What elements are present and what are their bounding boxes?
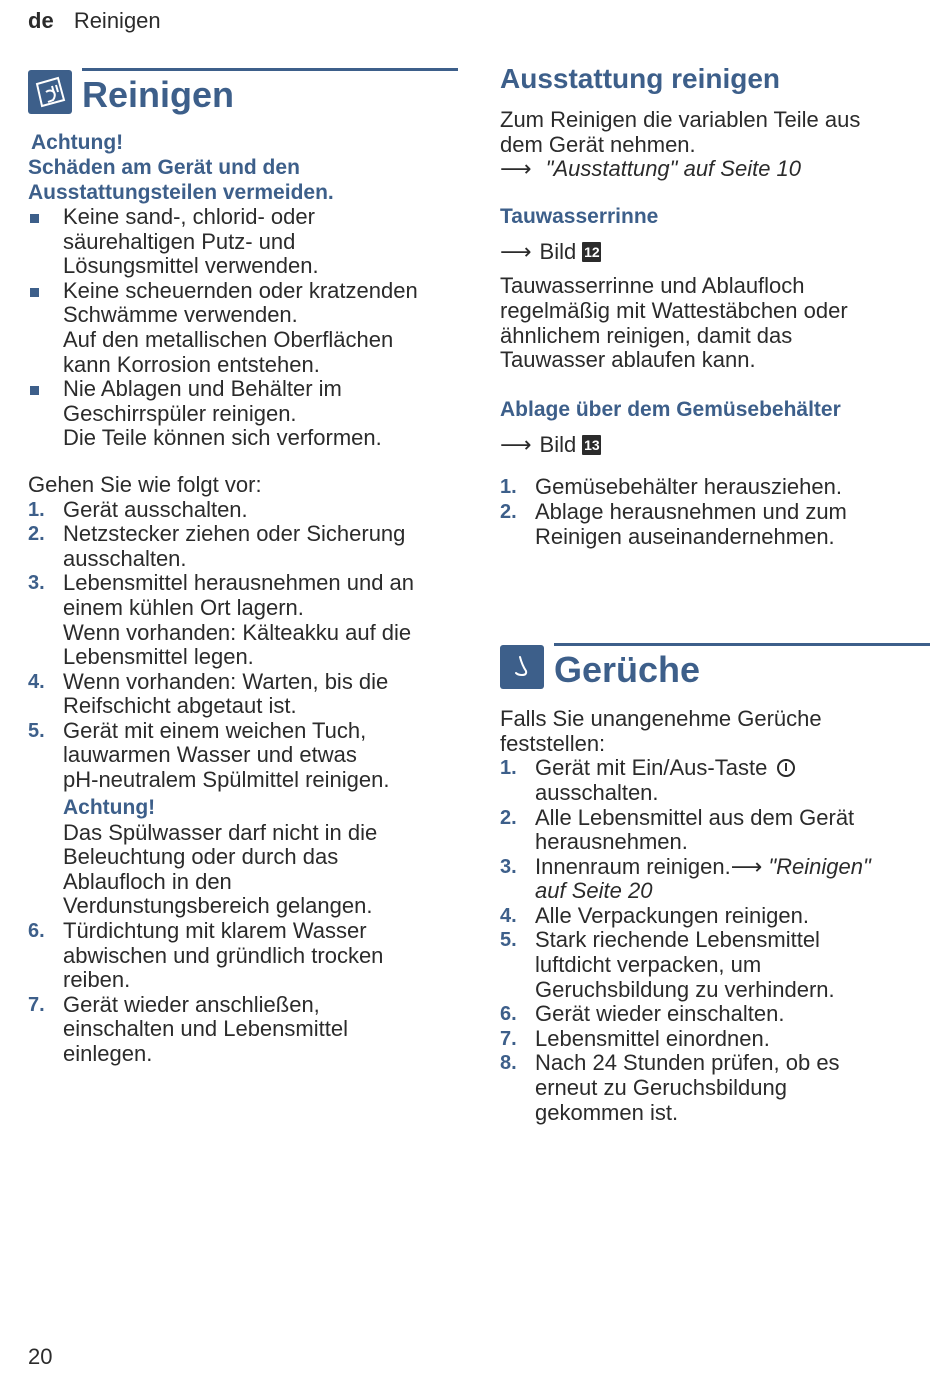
shelf-steps [500, 475, 930, 549]
warning-bullets [28, 205, 458, 451]
drain-figure-reference: ⟶ Bild 12 [500, 238, 600, 264]
arrow-icon: ⟶ [500, 431, 532, 457]
cross-reference-link[interactable]: "Reinigen" [768, 853, 871, 879]
step-warning-title: Achtung! [63, 795, 156, 819]
odor-intro: Falls Sie unangenehme Gerüche feststellen: [500, 706, 822, 756]
drain-text: Tauwasserrinne und Ablaufloch regelmäßig mit Wattestäbchen oder ähnlichem reinigen, damit das Tauwasser ablaufen kann. [500, 273, 848, 373]
step-item: 5. Stark riechende Lebensmittel luftdicht verpacken, um Geruchsbildung zu verhindern. [500, 927, 835, 1002]
step-item: 6. Türdichtung mit klarem Wasser abwischen und gründlich trocken reiben. [28, 918, 384, 993]
cross-reference-link[interactable]: auf Seite 20 [535, 878, 653, 904]
step-item: 3. Lebensmittel herausnehmen und an einem kühlen Ort lagern. Wenn vorhanden: Kälteakku auf die Lebensmittel legen. [28, 570, 415, 670]
warning-text: Schäden am Gerät und den Ausstattungsteilen vermeiden. [28, 156, 334, 204]
step-item: 5. Gerät mit einem weichen Tuch, lauwarmen Wasser und etwas pH-neutralem Spülmittel reinigen. Achtung! Das Spülwasser darf nicht in die Beleuchtung oder durch das Ablaufloch in den Verdunstungsbereich gelangen. [28, 719, 458, 919]
section-heading-reinigen [28, 68, 458, 122]
power-icon [777, 759, 795, 777]
step-item: 1. Gerät mit Ein/Aus-Taste ausschalten. [500, 756, 930, 805]
step-item: 3. Innenraum reinigen.⟶ "Reinigen" auf Seite 20 [500, 855, 930, 904]
heading-rule [554, 643, 930, 646]
equipment-reference [500, 157, 930, 182]
nose-icon [500, 645, 544, 689]
equipment-heading: Ausstattung reinigen [500, 63, 781, 94]
step-item: 1. Gerät ausschalten. [28, 496, 248, 522]
running-header [28, 8, 161, 34]
cleaning-hand-icon [28, 70, 72, 114]
shelf-heading: Ablage über dem Gemüsebehälter [500, 397, 841, 421]
page-number: 20 [28, 1344, 53, 1369]
arrow-icon: ⟶ [500, 156, 532, 182]
shelf-figure-reference: ⟶ Bild 13 [500, 431, 600, 457]
step-item: 2. Netzstecker ziehen oder Sicherung ausschalten. [28, 521, 406, 571]
step-item: 2. Alle Lebensmittel aus dem Gerät herausnehmen. [500, 804, 855, 855]
warning-title: Achtung! [31, 131, 124, 154]
list-item: Keine scheuernden oder kratzenden Schwämme verwenden. Auf den metallischen Oberflächen kann Korrosion entstehen. [28, 279, 458, 377]
arrow-icon: ⟶ [730, 853, 763, 879]
language-code: de [28, 8, 54, 33]
section-title: Reinigen [82, 74, 235, 115]
figure-number-badge: 12 [584, 243, 600, 260]
header-section: Reinigen [73, 8, 161, 33]
equipment-text: Zum Reinigen die variablen Teile aus dem Gerät nehmen. [500, 107, 861, 157]
procedure-intro: Gehen Sie wie folgt vor: [28, 471, 262, 497]
step-item: 4. Alle Verpackungen reinigen. [500, 902, 809, 928]
section-title: Gerüche [554, 649, 701, 691]
odor-steps [500, 756, 930, 1125]
heading-rule [82, 68, 458, 71]
left-column [28, 68, 458, 1067]
cleaning-steps [28, 498, 458, 1067]
cross-reference-link[interactable]: "Ausstattung" auf Seite 10 [545, 156, 802, 182]
step-item: 4. Wenn vorhanden: Warten, bis die Reifschicht abgetaut ist. [28, 668, 389, 719]
list-item: Nie Ablagen und Behälter im Geschirrspüler reinigen. Die Teile können sich verformen. [28, 377, 458, 451]
step-item: 1. Gemüsebehälter herausziehen. [500, 474, 842, 500]
figure-number-badge: 13 [584, 436, 600, 453]
step-item: 7. Gerät wieder anschließen, einschalten und Lebensmittel einlegen. [28, 991, 348, 1066]
drain-heading: Tauwasserrinne [500, 204, 659, 228]
step-item: 8. Nach 24 Stunden prüfen, ob es erneut zu Geruchsbildung gekommen ist. [500, 1050, 840, 1125]
list-item: Keine sand-, chlorid- oder säurehaltigen Putz- und Lösungsmittel verwenden. [28, 205, 458, 279]
arrow-icon: ⟶ [500, 238, 532, 264]
step-item: 6. Gerät wieder einschalten. [500, 1001, 785, 1027]
step-item: 7. Lebensmittel einordnen. [500, 1025, 770, 1051]
section-heading-gerueche [500, 643, 930, 697]
right-column [500, 62, 930, 1125]
step-item: 2. Ablage herausnehmen und zum Reinigen auseinandernehmen. [500, 498, 847, 549]
